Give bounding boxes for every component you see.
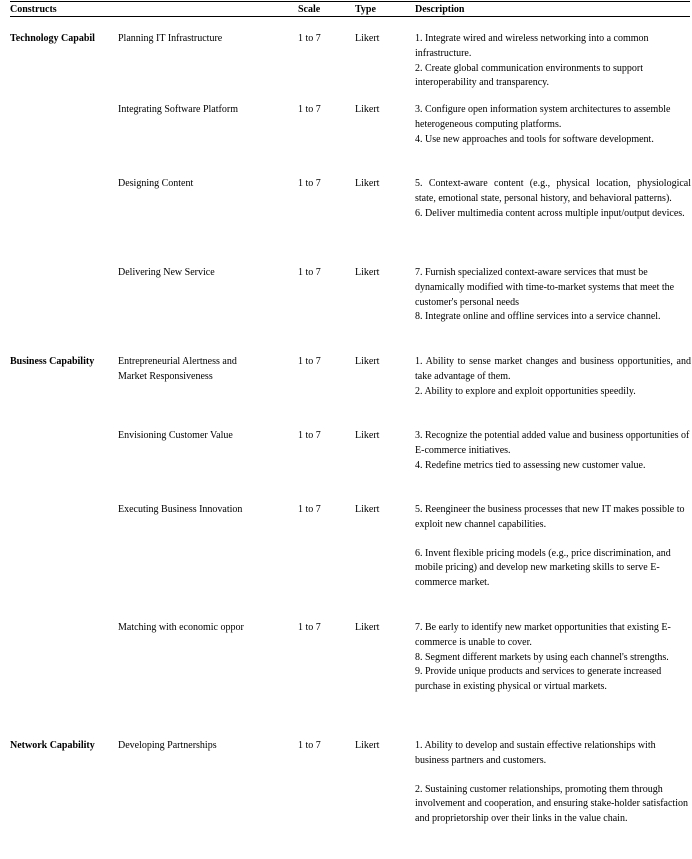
description: [415, 103, 691, 147]
scale-value: 1 to 7: [298, 740, 321, 751]
sub-construct: Matching with economic oppor: [118, 622, 244, 633]
sub-construct: Planning IT Infrastructure: [118, 33, 223, 44]
description-item: 1. Ability to develop and sustain effective relationships with business partners and customers.: [415, 740, 656, 766]
description-item: 3. Recognize the potential added value and business opportunities of E-commerce initiatives.: [415, 430, 690, 456]
description: [415, 355, 691, 399]
scale-value: 1 to 7: [298, 356, 321, 367]
description-item: 1. Integrate wired and wireless networking into a common infrastructure.: [415, 33, 649, 59]
type-value: Likert: [355, 430, 380, 441]
table-top-rule: [10, 1, 690, 2]
type-value: Likert: [355, 622, 380, 633]
sub-construct: Delivering New Service: [118, 267, 215, 278]
scale-value: 1 to 7: [298, 622, 321, 633]
description: [415, 503, 691, 591]
type-value: Likert: [355, 178, 380, 189]
type-value: Likert: [355, 740, 380, 751]
description-item: 2. Sustaining customer relationships, promoting them through involvement and cooperation, and ensuring stake-holder satisfaction and proprietorship over their links in the value chain.: [415, 783, 688, 825]
sub-construct: Integrating Software Platform: [118, 104, 238, 115]
construct-label: Network Capability: [10, 740, 95, 751]
description-item: 5. Context-aware content (e.g., physical location, physiological state, emotional state, personal history, and behavioral patterns).: [415, 178, 691, 204]
description: [415, 739, 691, 827]
description-item: 2. Ability to explore and exploit opportunities speedily.: [415, 385, 636, 397]
description-item: 6. Invent flexible pricing models (e.g., price discrimination, and mobile pricing) and develop new marketing skills to serve E-commerce market.: [415, 547, 671, 589]
sub-construct: Executing Business Innovation: [118, 504, 243, 515]
description-item: 9. Provide unique products and services to generate increased purchase in existing physical or virtual markets.: [415, 666, 662, 693]
description-item: 4. Use new approaches and tools for software development.: [415, 133, 654, 145]
description-item: 3. Configure open information system architectures to assemble heterogeneous computing platforms.: [415, 104, 671, 130]
header-type: Type: [355, 4, 376, 15]
description-item: 8. Integrate online and offline services into a service channel.: [415, 311, 661, 323]
description: [415, 429, 691, 473]
description-item: 6. Deliver multimedia content across multiple input/output devices.: [415, 207, 685, 219]
scale-value: 1 to 7: [298, 504, 321, 515]
description-item: 7. Furnish specialized context-aware services that must be dynamically modified with time-to-market systems that meet the customer's personal needs: [415, 267, 675, 308]
description-item: 7. Be early to identify new market opportunities that existing E-commerce is unable to cover.: [415, 622, 671, 648]
description-item: 8. Segment different markets by using each channel's strengths.: [415, 651, 669, 663]
sub-construct: Entrepreneurial Alertness and Market Responsiveness: [118, 356, 237, 382]
construct-label: Technology Capabil: [10, 33, 95, 44]
description-item: 5. Reengineer the business processes that new IT makes possible to exploit new channel capabilities.: [415, 504, 685, 530]
scale-value: 1 to 7: [298, 267, 321, 278]
header-constructs: Constructs: [10, 4, 57, 15]
description: [415, 621, 691, 695]
construct-label: Business Capability: [10, 356, 95, 367]
type-value: Likert: [355, 104, 380, 115]
header-scale: Scale: [298, 4, 321, 15]
sub-construct: Developing Partnerships: [118, 740, 217, 751]
header-description: Description: [415, 4, 465, 15]
type-value: Likert: [355, 504, 380, 515]
description: [415, 177, 691, 221]
header-rule: [10, 16, 690, 17]
scale-value: 1 to 7: [298, 104, 321, 115]
scale-value: 1 to 7: [298, 33, 321, 44]
description-item: 4. Redefine metrics tied to assessing new customer value.: [415, 459, 646, 471]
scale-value: 1 to 7: [298, 430, 321, 441]
sub-construct: Designing Content: [118, 178, 194, 189]
type-value: Likert: [355, 356, 380, 367]
type-value: Likert: [355, 33, 380, 44]
description: [415, 266, 691, 325]
scale-value: 1 to 7: [298, 178, 321, 189]
type-value: Likert: [355, 267, 380, 278]
description: [415, 32, 691, 91]
description-item: 2. Create global communication environments to support interoperability and transparency.: [415, 62, 644, 89]
description-item: 1. Ability to sense market changes and business opportunities, and take advantage of them.: [415, 356, 691, 382]
sub-construct: Envisioning Customer Value: [118, 430, 233, 441]
